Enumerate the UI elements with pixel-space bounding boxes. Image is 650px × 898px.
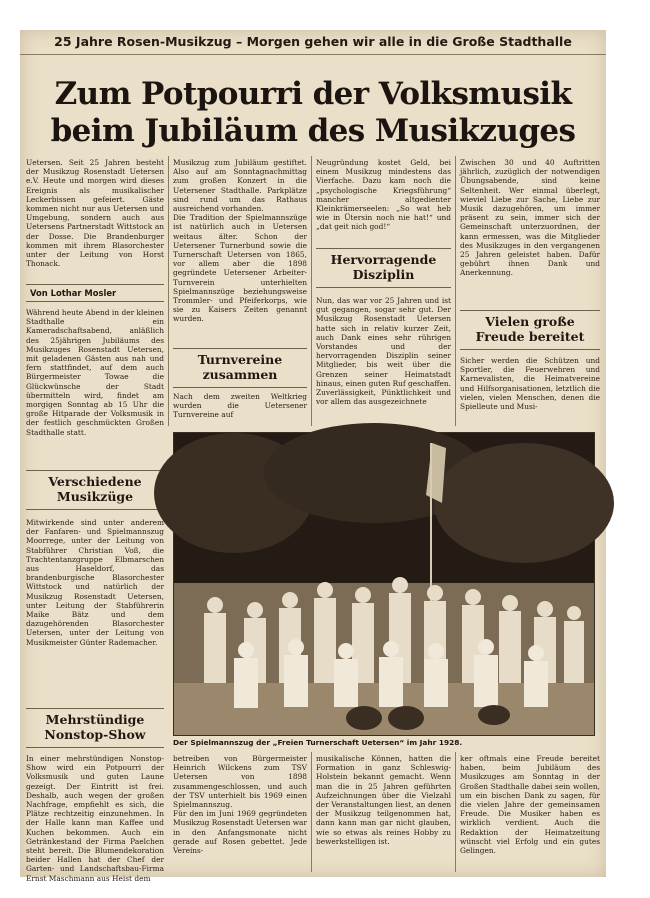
bottom-col4: ker oftmals eine Freude bereitet haben, beim Jubiläum des Musikzuges am Sonntag in der Großen Stadthalle dabei sein wollen, um ein bischen Dank zu sagen, für die vielen Jahre der gemeinsamen Freude. Die Musiker haben es wirklich verdient. Auch die Redaktion der Heimatzeitung wünscht viel Erfolg und ein gutes Gelingen. bbox=[460, 754, 600, 856]
subheading-nonstop-show: Mehrstündige Nonstop-Show bbox=[26, 708, 164, 748]
subheading-hervorragende-disziplin: Hervorragende Disziplin bbox=[316, 248, 451, 288]
col3-paragraph-2: Nun, das war vor 25 Jahren und ist gut gegangen, sogar sehr gut. Der Musikzug Rosenstadt Uetersen hatte sich in relativ kurzer Zeit, auch Dank eines sehr rührigen Vorstandes und der hervorragenden Disziplin seiner Mitglieder, bis weit über die Grenzen seiner Heimatstadt hinaus, einen guten Ruf geschaffen. Zuverlässigkeit, Pünktlichkeit und vor allem das ausgezeichnete bbox=[316, 296, 451, 407]
headline bbox=[20, 76, 606, 150]
subheading-freude-bereitet: Vielen große Freude bereitet bbox=[460, 310, 600, 350]
column-rule bbox=[168, 156, 169, 426]
headline-line-1: Zum Potpourri der Volksmusik bbox=[54, 76, 572, 112]
historic-band-photo bbox=[173, 432, 595, 736]
col1-intro: Uetersen. Seit 25 Jahren besteht der Musikzug Rosenstadt Uetersen e.V. Heute und morgen wird dieses Ereignis als musikalischer Leckerbissen gefeiert. Gäste kommen nicht nur aus Uetersen und Umgebung, sondern auch aus Uetersens Partnerstadt Wittstock an der Dosse. Die Brandenburger kommen mit ihrem Blasorchester unter der Leitung von Horst Thonack. bbox=[26, 158, 164, 269]
column-rule bbox=[311, 156, 312, 426]
col2-paragraph-1: Musikzug zum Jubiläum gestiftet. Also auf am Sonntagnachmittag zum großen Konzert in die Uetersener Stadthalle. Parkplätze sind rund um das Rathaus ausreichend vorhanden. Die Tradition der Spielmannszüge ist natürlich auch in Uetersen weitaus älter. Schon der Uetersener Turnerbund sowie die Turnerschaft Uetersen von 1865, vor allem aber die 1898 gegründete Uetersener Arbeiter-Turnverein unterhielten Spielmannszüge beziehungsweise Trommler- und Pfeiferkorps, wie sie zu Kaisers Zeiten genannt wurden. bbox=[173, 158, 307, 324]
col1-paragraph-2: Während heute Abend in der kleinen Stadthalle ein Kameradschaftsabend, anläßlich des 25jährigen Jubiläums des Musikzuges Rosenstadt Uetersen, mit geladenen Gästen aus nah und fern stattfindet, auf dem auch Bürgermeister Towae die Glückwünsche der Stadt übermitteln wird, findet am morgigen Sonntag ab 15 Uhr die große Hitparade der Volksmusik in der festlich geschmückten Großen Stadthalle statt. bbox=[26, 308, 164, 437]
col1-paragraph-3: Mitwirkende sind unter anderem der Fanfaren- und Spielmannszug Moorrege, unter der Leitung von Stabführer Christian Voß, die Trachtentanzgruppe Elbmarschen aus Haseldorf, das brandenburgische Blasorchester Wittstock und natürlich der Musikzug Rosenstadt Uetersen, unter Leitung der Stabführerin Maike Bätz und dem dazugehörenden Blasorchester Uetersen, unter der Leitung von Musikmeister Günter Rademacher. bbox=[26, 518, 164, 647]
bottom-col2: betreiben von Bürgermeister Heinrich Wilckens zum TSV Uetersen von 1898 zusammengeschlossen, und auch der TSV unterhielt bis 1969 einen Spielmannszug. Für den im Juni 1969 gegründeten Musikzug Rosenstadt Uetersen war in den Anfangsmonate nicht gerade auf Rosen gebettet. Jede Vereins- bbox=[173, 754, 307, 856]
subheading-verschiedene-musikzuege: Verschiedene Musikzüge bbox=[26, 470, 164, 510]
kicker-line: 25 Jahre Rosen-Musikzug – Morgen gehen wir alle in die Große Stadthalle bbox=[20, 30, 606, 55]
subheading-turnvereine-zusammen: Turnvereine zusammen bbox=[173, 348, 307, 388]
col4-paragraph-2: Sicher werden die Schützen und Sportler, die Feuerwehren und Karnevalisten, die Heimatvereine und Hilfsorganisationen, letztlich die vielen, vielen Menschen, denen die Spielleute und Musi- bbox=[460, 356, 600, 412]
author-byline: Von Lothar Mosler bbox=[26, 284, 164, 302]
col2-paragraph-2: Nach dem zweiten Weltkrieg wurden die Uetersener Turnvereine auf bbox=[173, 392, 307, 420]
col3-paragraph-1: Neugründung kostet Geld, bei einem Musikzug mindestens das Vierfache. Dazu kam noch die „psychologische Kriegsführung“ mancher altgedienter Kleinkrämerseelen: „So wat heb wie in Ütersin noch nie hat!“ und „dat geit nich god!“ bbox=[316, 158, 451, 232]
bottom-col3: musikalische Können, hatten die Formation in ganz Schleswig-Holstein bekannt gemacht. Wenn man die in 25 Jahren geführten Aufzeichnungen über die Vielzahl der Veranstaltungen liest, an denen der Musikzug teilgenommen hat, dann kann man gar nicht glauben, wie so etwas als reines Hobby zu bewerkstelligen ist. bbox=[316, 754, 451, 846]
col1-paragraph-4: In einer mehrstündigen Nonstop-Show wird ein Potpourri der Volksmusik und guten Laune gezeigt. Der Eintritt ist frei. Deshalb, auch wegen der großen Nachfrage, empfiehlt es sich, die Plätze rechtzeitig einzunehmen. In der Halle kann man Kaffee und Kuchen bekommen. Auch ein Getränkestand der Firma Paelchen steht bereit. Die Blumendekoration beider Hallen hat der Chef der Garten- und Landschaftsbau-Firma Ernst Maschmann aus Heist dem bbox=[26, 754, 164, 883]
col4-paragraph-1: Zwischen 30 und 40 Auftritten jährlich, zuzüglich der notwendigen Übungsabende, sind keine Seltenheit. Wer einmal überlegt, wieviel Liebe zur Sache, Liebe zur Musik dazugehören, um immer präsent zu sein, immer sich der Gemeinschaft unterzuordnen, der kann ermessen, was die Mitglieder des Musikzuges in den vergangenen 25 Jahren geleistet haben. Dafür gebührt ihnen Dank und Anerkennung. bbox=[460, 158, 600, 278]
column-rule bbox=[455, 752, 456, 872]
column-rule bbox=[311, 752, 312, 872]
band-photo-illustration bbox=[174, 433, 594, 735]
newspaper-clipping bbox=[20, 30, 606, 883]
column-rule bbox=[455, 156, 456, 426]
headline-line-2: beim Jubiläum des Musikzuges bbox=[50, 113, 576, 149]
photo-caption: Der Spielmannszug der „Freien Turnerschaft Uetersen“ im Jahr 1928. bbox=[173, 738, 463, 747]
